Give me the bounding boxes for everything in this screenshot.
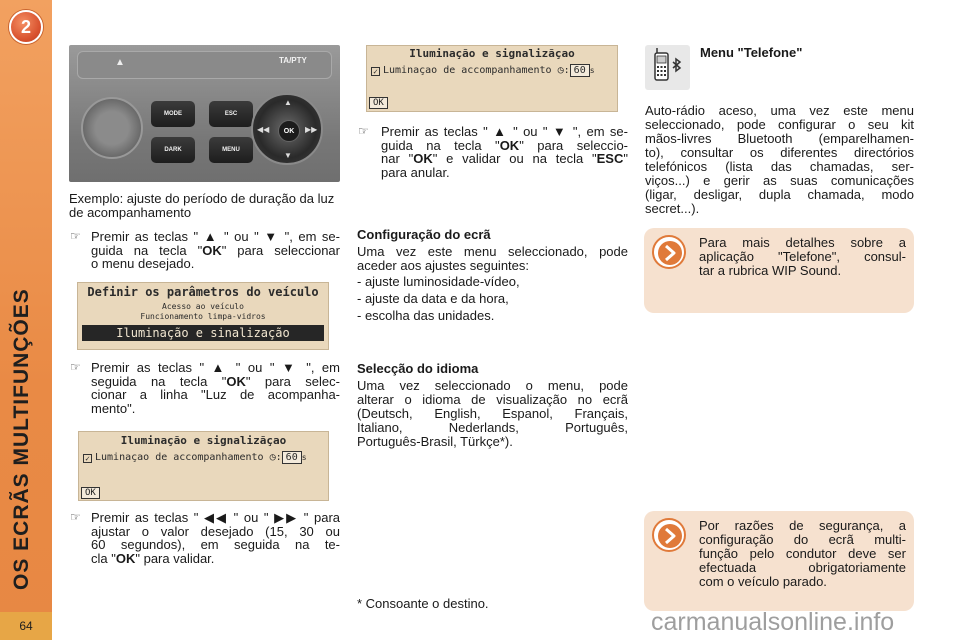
ok-key-label: OK [115, 550, 136, 566]
lcd-item: Acesso ao veículo [162, 302, 244, 311]
language-heading: Selecção do idioma [357, 361, 479, 376]
phone-line: Auto-rádio aceso, uma vez este menu [645, 103, 914, 118]
phone-line: secret...). [645, 201, 700, 216]
dark-button: DARK [151, 137, 195, 163]
step-3-line-1: Premir as teclas " ◀◀ " ou " ▶▶ " para [91, 510, 340, 525]
config-list [357, 273, 628, 324]
lcd-vehicle-parameters [77, 282, 329, 350]
config-line: aceder aos ajustes seguintes: [357, 258, 529, 273]
text: " para seleccio- [519, 137, 629, 153]
step-3-line-2: ajustar o valor desejado (15, 30 ou [91, 523, 340, 539]
arrow-right-icon: ▶▶ [305, 125, 318, 134]
lcd-title: Iluminação e signalizãçao [120, 434, 287, 447]
navigation-pad [251, 93, 323, 165]
language-line: (Deutsch, English, Espanol, Français, [357, 406, 628, 421]
lcd-lighting-settings [78, 431, 329, 501]
language-line: alterar o idioma de visualização no ecrã [357, 392, 628, 407]
text: seguida na tecla " [91, 373, 227, 389]
checkbox-icon: ✓ [83, 454, 92, 463]
text: " e validar ou na tecla " [432, 151, 597, 166]
ok-key-label: OK [499, 137, 520, 153]
language-line: Italiano, Nederlands, Português, [357, 420, 628, 435]
step-4-line-1: Premir as teclas " ▲ " ou " ▼ ", em se- [381, 124, 628, 139]
phone-line: (ligar, desligar, dupla chamada, modo [645, 187, 914, 202]
step-3 [91, 511, 340, 565]
step-1-line-3: o menu desejado. [91, 256, 195, 271]
text: " para validar. [135, 550, 215, 566]
step-4-line-4: para anular. [381, 164, 450, 180]
phone-line: to), consultar os diferentes directórios [645, 145, 914, 160]
info-box-text [699, 236, 906, 278]
list-item: - escolha das unidades. [357, 308, 495, 323]
text: cla " [91, 550, 116, 566]
step-4-line-2 [381, 139, 628, 153]
info-line: função pelo condutor deve ser [699, 546, 906, 561]
watermark: carmanualsonline.info [651, 608, 895, 636]
ok-button: OK [278, 120, 300, 142]
ok-key-label: OK [413, 151, 433, 166]
language-line: Português-Brasil, Türkçe*). [357, 434, 513, 449]
lcd-title: Iluminação e signalizãçao [409, 47, 575, 60]
text: " para selec- [245, 373, 340, 389]
lcd-setting-value: 60 [570, 64, 590, 77]
image-caption: Exemplo: ajuste do período de duração da luz de acompanhamento [69, 191, 335, 220]
lcd-item: Funcionamento limpa-vidros [140, 312, 266, 321]
step-2-line-3: cionar a linha "Luz de acompanha- [91, 387, 340, 402]
text: guida na tecla " [91, 242, 203, 258]
info-box-safety [644, 511, 914, 611]
mode-button: MODE [151, 101, 195, 127]
language-line: Uma vez seleccionado o menu, pode [357, 378, 628, 393]
ok-key-label: OK [226, 373, 246, 389]
step-1-line-1: Premir as teclas " ▲ " ou " ▼ ", em se- [91, 229, 340, 244]
clock-icon: ◷ [269, 452, 276, 463]
lcd-ok-button-selected: OK [369, 97, 388, 109]
lcd-setting-unit: s [589, 66, 595, 75]
arrow-left-icon: ◀◀ [257, 125, 270, 134]
phone-line: seleccionado, pode configurar o seu kit [645, 117, 914, 132]
phone-line: mãos-livres Bluetooth (emparelhamen- [645, 131, 914, 146]
step-3-line-3: 60 segundos), em seguida na te- [91, 537, 340, 552]
volume-knob [81, 97, 143, 159]
info-line: tar a rubrica WIP Sound. [699, 263, 842, 278]
step-1 [91, 230, 340, 271]
pointing-hand-icon: ☞ [70, 510, 81, 524]
step-1-line-2 [91, 244, 340, 258]
list-item: - ajuste da data e da hora, [357, 291, 509, 306]
lcd-item-selected: Iluminação e sinalização [82, 325, 324, 341]
phone-line: telefónicos (lista das chamadas, ser- [645, 159, 914, 174]
lcd-setting-row: ✓ Luminaçao de accompanhamento ◷: 60 s [371, 64, 617, 77]
section-title: OS ECRÃS MULTIFUNÇÕES [10, 288, 33, 590]
info-arrow-icon [652, 518, 686, 552]
arrow-up-icon: ▲ [284, 98, 292, 107]
pointing-hand-icon: ☞ [70, 360, 81, 374]
phone-line: viços...) e gerir as suas comunicações [645, 173, 914, 188]
step-2 [91, 361, 340, 415]
lcd-setting-value: 60 [282, 451, 302, 464]
language-paragraph [357, 379, 628, 449]
step-4-line-3 [381, 152, 628, 166]
lcd-setting-label: Luminaçao de accompanhamento [95, 452, 264, 463]
phone-menu-paragraph [645, 104, 914, 216]
eject-icon: ▲ [115, 57, 125, 68]
pointing-hand-icon: ☞ [358, 124, 369, 138]
step-2-line-2 [91, 375, 340, 389]
step-2-line-4: mento". [91, 400, 136, 416]
info-line: Para mais detalhes sobre a [699, 235, 906, 250]
config-heading: Configuração do ecrã [357, 227, 491, 242]
config-line: Uma vez este menu seleccionado, pode [357, 244, 628, 259]
info-line: efectuada obrigatoriamente [699, 560, 906, 575]
esc-button: ESC [209, 101, 253, 127]
arrow-down-icon: ▼ [284, 151, 292, 160]
chapter-badge: 2 [9, 10, 43, 44]
info-line: aplicação "Telefone", consul- [699, 249, 906, 264]
lcd-setting-label: Luminaçao de accompanhamento [383, 65, 552, 76]
lcd-lighting-settings-2 [366, 45, 618, 112]
lcd-title: Definir os parâmetros do veículo [87, 285, 319, 299]
checkbox-icon: ✓ [371, 67, 380, 76]
lcd-setting-unit: s [301, 453, 307, 462]
text: " para seleccionar [221, 242, 340, 258]
list-item: - ajuste luminosidade-vídeo, [357, 274, 520, 289]
esc-key-label: ESC [596, 151, 624, 166]
info-line: Por razões de segurança, a [699, 518, 906, 533]
info-box-text [699, 519, 906, 589]
info-line: configuração do ecrã multi- [699, 532, 906, 547]
text: " [623, 151, 628, 166]
menu-button: MENU [209, 137, 253, 163]
ok-key-label: OK [202, 242, 222, 258]
lcd-setting-row: ✓ Luminaçao de accompanhamento ◷: 60 s [83, 451, 328, 464]
info-line: com o veículo parado. [699, 574, 827, 589]
text: guida na tecla " [381, 137, 500, 153]
footnote: * Consoante o destino. [357, 596, 489, 611]
clock-icon: ◷ [557, 65, 564, 76]
bluetooth-phone-icon [645, 45, 690, 90]
lcd-ok-button: OK [81, 487, 100, 499]
phone-menu-heading: Menu "Telefone" [700, 45, 803, 60]
pointing-hand-icon: ☞ [70, 229, 81, 243]
step-2-line-1: Premir as teclas " ▲ " ou " ▼ ", em [91, 360, 340, 375]
audio-device-panel [69, 45, 340, 182]
info-arrow-icon [652, 235, 686, 269]
step-4 [381, 125, 628, 179]
text: nar " [381, 151, 414, 166]
info-box-phone [644, 228, 914, 313]
ta-pty-label: TA/PTY [279, 56, 307, 65]
page-number: 64 [0, 612, 52, 640]
config-paragraph [357, 245, 628, 273]
step-3-line-4 [91, 552, 340, 566]
